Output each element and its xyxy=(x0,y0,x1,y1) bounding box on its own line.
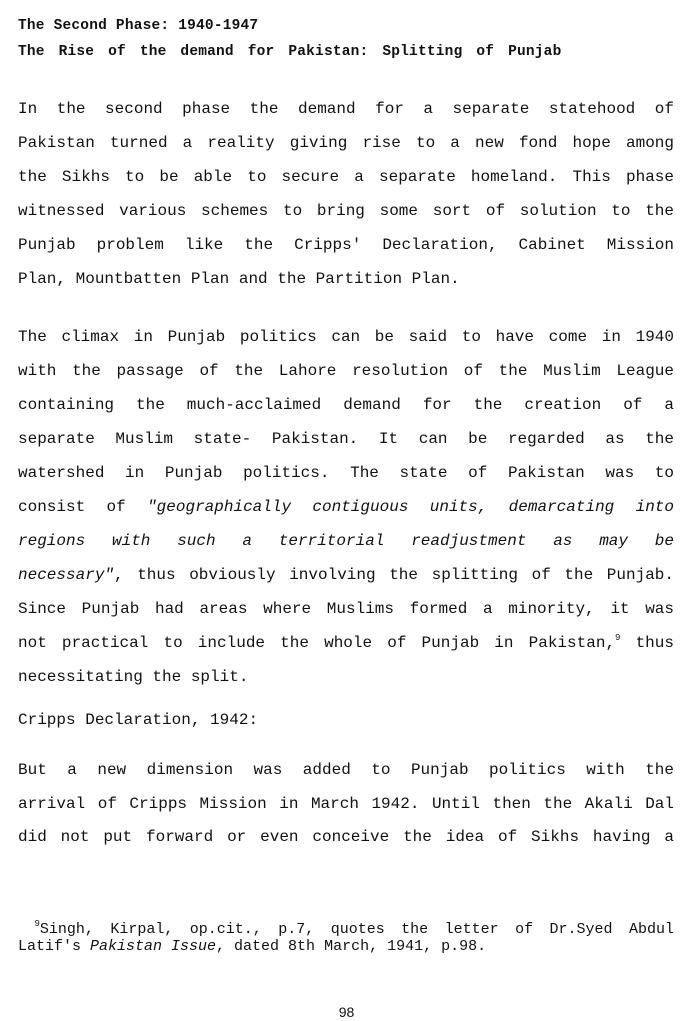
text: consist of xyxy=(18,498,148,516)
footnote-line xyxy=(18,938,674,955)
text: , dated 8th March, 1941, p.98. xyxy=(216,938,487,955)
paragraph-line: watershed in Punjab politics. The state of Pakistan was to xyxy=(18,464,674,482)
paragraph-line: with the passage of the Lahore resolution of the Muslim League xyxy=(18,362,674,380)
section-subheading: The Rise of the demand for Pakistan: Splitting of Punjab xyxy=(18,44,562,60)
paragraph-line: arrival of Cripps Mission in March 1942. Until then the Akali Dal xyxy=(18,795,674,813)
text: Singh, Kirpal, op.cit., p.7, quotes the letter of Dr.Syed Abdul xyxy=(39,921,674,938)
paragraph-line: containing the much-acclaimed demand for the creation of a xyxy=(18,396,674,414)
section-heading: Cripps Declaration, 1942: xyxy=(18,711,259,729)
text: , thus obviously involving the splitting of the Punjab. xyxy=(114,566,674,584)
paragraph-line: necessitating the split. xyxy=(18,668,249,686)
paragraph-line: Since Punjab had areas where Muslims formed a minority, it was xyxy=(18,600,674,618)
paragraph-line: Plan, Mountbatten Plan and the Partition Plan. xyxy=(18,270,460,288)
text: thus xyxy=(620,634,674,652)
text: not practical to include the whole of Punjab in Pakistan, xyxy=(18,634,616,652)
paragraph-line xyxy=(18,498,674,516)
quotation: "geographically contiguous units, demarcating into xyxy=(147,498,675,516)
chapter-heading: The Second Phase: 1940-1947 xyxy=(18,18,259,34)
paragraph-line xyxy=(18,634,674,652)
footnote-line xyxy=(18,921,674,938)
text: Latif's xyxy=(18,938,91,955)
paragraph-line: did not put forward or even conceive the idea of Sikhs having a xyxy=(18,828,674,846)
paragraph-line: the Sikhs to be able to secure a separate homeland. This phase xyxy=(18,168,674,186)
page-number: 98 xyxy=(338,1004,355,1020)
footnote-marker: 9 xyxy=(34,919,40,929)
quotation: necessary" xyxy=(18,566,115,584)
paragraph-line: The climax in Punjab politics can be said to have come in 1940 xyxy=(18,328,674,346)
book-title: Pakistan Issue xyxy=(90,938,217,955)
paragraph-line: separate Muslim state- Pakistan. It can be regarded as the xyxy=(18,430,674,448)
paragraph-line: witnessed various schemes to bring some sort of solution to the xyxy=(18,202,674,220)
paragraph-line xyxy=(18,566,674,584)
paragraph-line: Punjab problem like the Cripps' Declaration, Cabinet Mission xyxy=(18,236,674,254)
paragraph-line: In the second phase the demand for a separate statehood of xyxy=(18,100,674,118)
paragraph-line: Pakistan turned a reality giving rise to a new fond hope among xyxy=(18,134,674,152)
footnote-ref[interactable]: 9 xyxy=(615,633,621,643)
quotation-line: regions with such a territorial readjustment as may be xyxy=(18,532,674,550)
paragraph-line: But a new dimension was added to Punjab politics with the xyxy=(18,761,674,779)
